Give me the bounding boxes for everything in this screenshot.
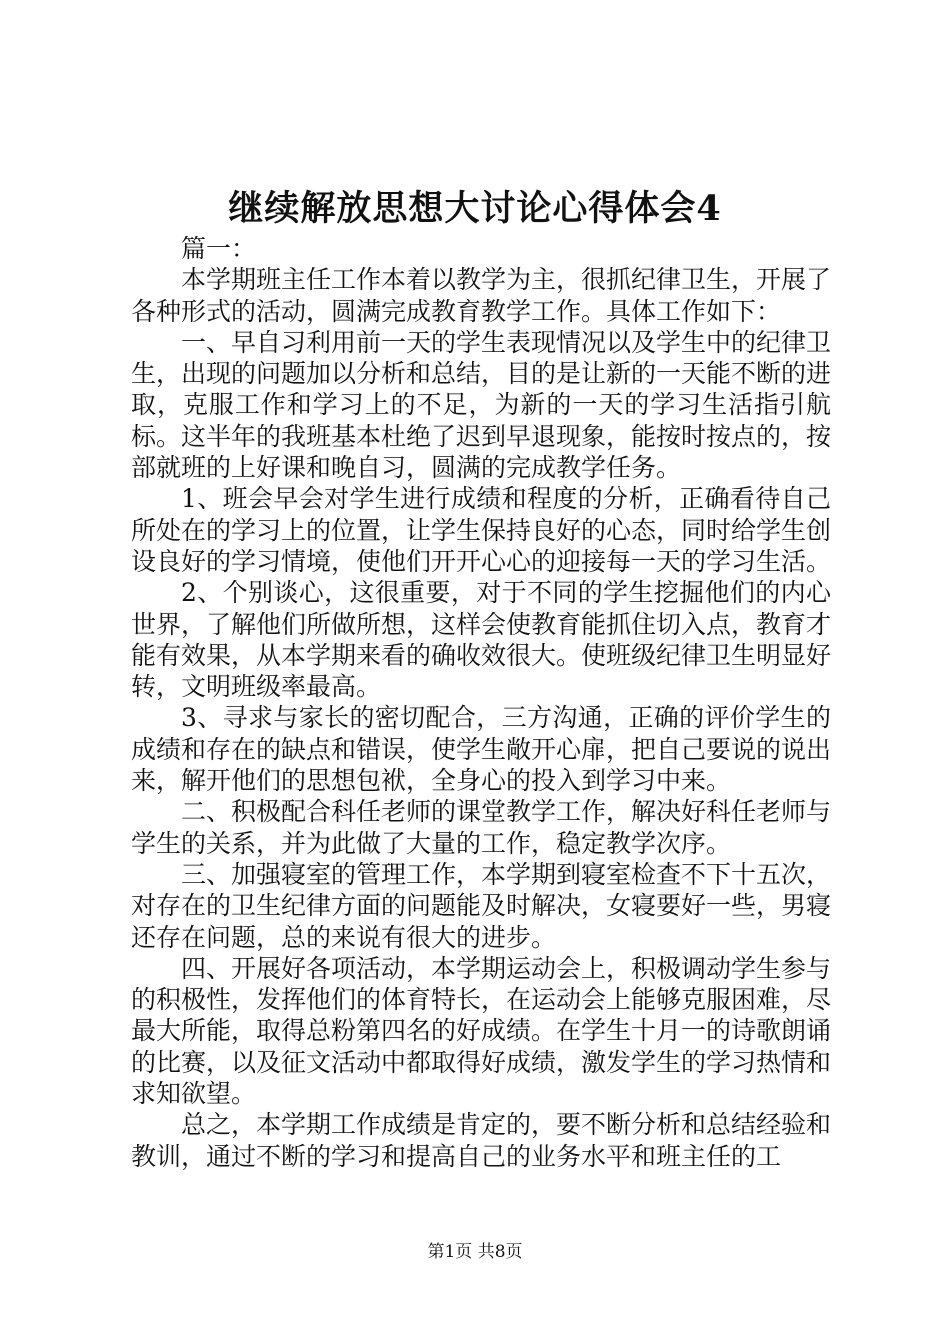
paragraph-individual-talk: 2、个别谈心，这很重要，对于不同的学生挖掘他们的内心世界，了解他们所做所想，这样会使教育能抓住切入点，教育才能有效果，从本学期来看的确收效很大。使班级纪律卫生明显好转，文明班级率最高。 bbox=[131, 578, 832, 702]
page-number: 第1页 共8页 bbox=[427, 1242, 523, 1262]
paragraph-morning-study: 一、早自习利用前一天的学生表现情况以及学生中的纪律卫生，出现的问题加以分析和总结，目的是让新的一天能不断的进取，克服工作和学习上的不足，为新的一天的学习生活指引航标。这半年的我班基本杜绝了迟到早退现象，能按时按点的，按部就班的上好课和晚自习，圆满的完成教学任务。 bbox=[131, 327, 832, 483]
paragraph-summary: 总之，本学期工作成绩是肯定的，要不断分析和总结经验和教训，通过不断的学习和提高自己的业务水平和班主任的工 bbox=[131, 1110, 832, 1171]
document-body bbox=[131, 233, 831, 1172]
intro-paragraph: 本学期班主任工作本着以教学为主，很抓纪律卫生，开展了各种形式的活动，圆满完成教育教学工作。具体工作如下： bbox=[131, 265, 832, 326]
section-label: 篇一： bbox=[181, 234, 257, 263]
paragraph-activities: 四、开展好各项活动，本学期运动会上，积极调动学生参与的积极性，发挥他们的体育特长，在运动会上能够克服困难，尽最大所能，取得总粉第四名的好成绩。在学生十月一的诗歌朗诵的比赛，以及征文活动中都取得好成绩，激发学生的学习热情和求知欲望。 bbox=[131, 953, 832, 1109]
paragraph-parent-cooperation: 3、寻求与家长的密切配合，三方沟通，正确的评价学生的成绩和存在的缺点和错误，使学生敞开心扉，把自己要说的说出来，解开他们的思想包袱，全身心的投入到学习中来。 bbox=[131, 703, 832, 796]
paragraph-class-meeting: 1、班会早会对学生进行成绩和程度的分析，正确看待自己所处在的学习上的位置，让学生保持良好的心态，同时给学生创设良好的学习情境，使他们开开心心的迎接每一天的学习生活。 bbox=[131, 484, 832, 576]
page-title: 继续解放思想大讨论心得体会4 bbox=[228, 188, 722, 229]
paragraph-dormitory: 三、加强寝室的管理工作，本学期到寝室检查不下十五次，对存在的卫生纪律方面的问题能及时解决，女寝要好一些，男寝还存在问题，总的来说有很大的进步。 bbox=[131, 859, 832, 952]
paragraph-teacher-cooperation: 二、积极配合科任老师的课堂教学工作，解决好科任老师与学生的关系，并为此做了大量的工作，稳定教学次序。 bbox=[131, 797, 832, 858]
